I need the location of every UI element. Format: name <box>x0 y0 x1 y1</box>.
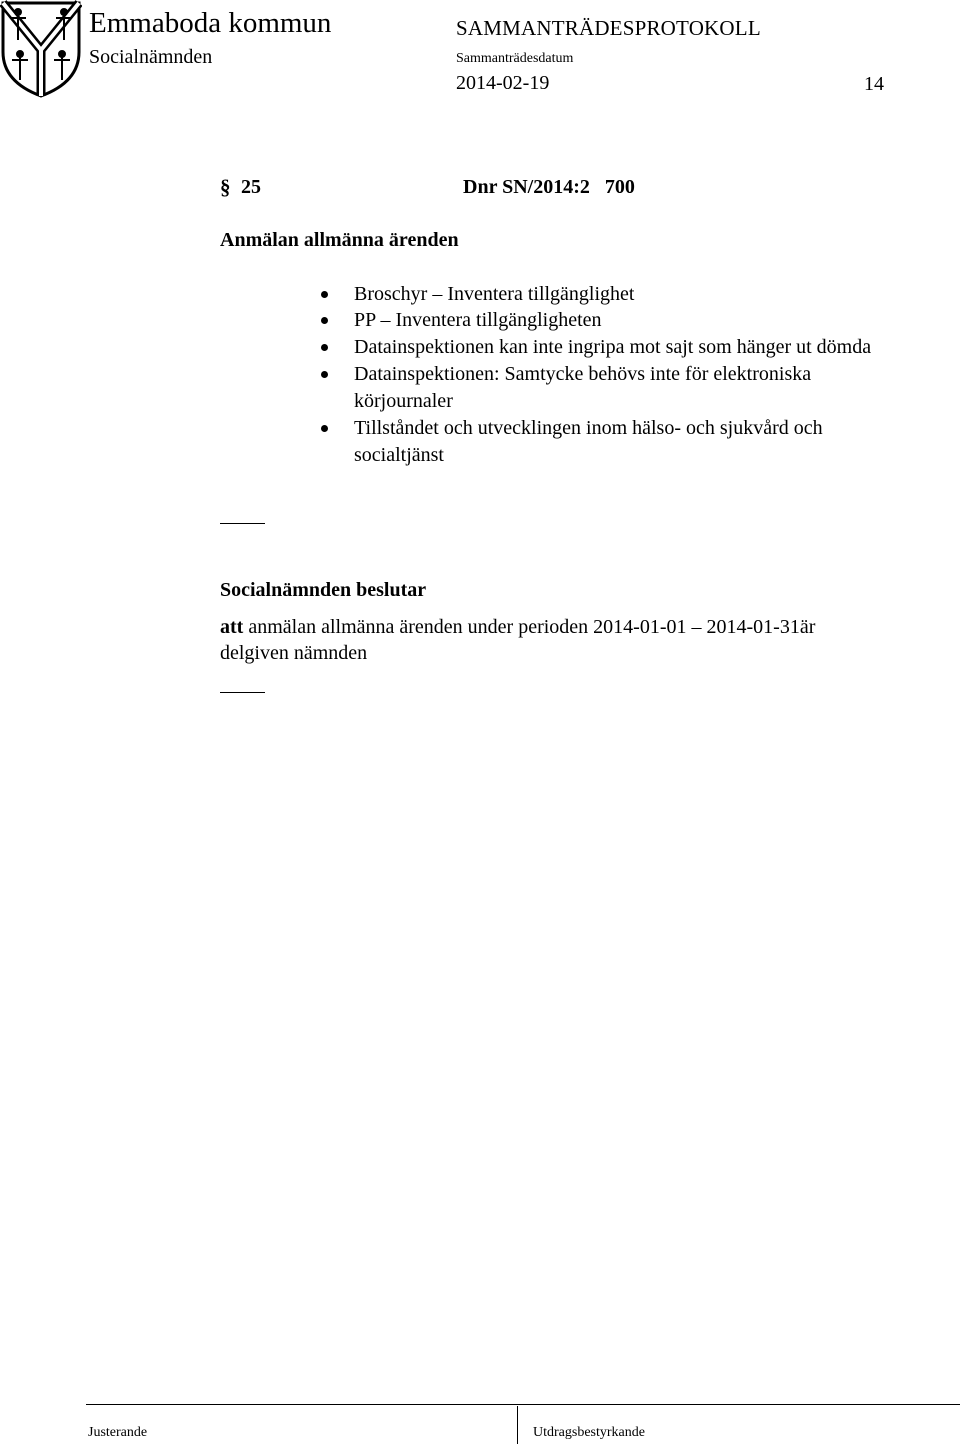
footer-justerande-label: Justerande <box>88 1425 148 1440</box>
committee-name: Socialnämnden <box>89 46 213 68</box>
decision-text <box>220 614 815 640</box>
list-item: Datainspektionen kan inte ingripa mot sajt som hänger ut dömda <box>354 336 872 358</box>
list-item-continuation: körjournaler <box>354 390 453 412</box>
footer-utdragsbestyrkande-label: Utdragsbestyrkande <box>533 1425 645 1440</box>
section-heading: Anmälan allmänna ärenden <box>220 229 459 251</box>
municipal-coat-of-arms-icon <box>0 0 82 98</box>
footer-rule <box>86 1404 960 1405</box>
bullet-icon <box>321 291 328 298</box>
decision-heading: Socialnämnden beslutar <box>220 579 427 601</box>
footer-separator <box>517 1406 518 1444</box>
section-divider <box>220 523 265 524</box>
decision-text-rest: anmälan allmänna ärenden under perioden 2014-01-01 – 2014-01-31är <box>243 616 816 638</box>
bullet-icon <box>321 317 328 324</box>
section-end-divider <box>220 692 265 693</box>
list-item: Tillståndet och utvecklingen inom hälso- och sjukvård och <box>354 417 823 439</box>
list-item: Broschyr – Inventera tillgänglighet <box>354 283 635 305</box>
list-item-continuation: socialtjänst <box>354 444 444 466</box>
decision-text-continuation: delgiven nämnden <box>220 642 368 664</box>
bullet-icon <box>321 371 328 378</box>
meeting-date-label: Sammanträdesdatum <box>456 51 574 66</box>
document-type: SAMMANTRÄDESPROTOKOLL <box>456 16 761 40</box>
meeting-date: 2014-02-19 <box>456 72 550 94</box>
paragraph-number: 25 <box>241 176 261 198</box>
bullet-icon <box>321 344 328 351</box>
organization-name: Emmaboda kommun <box>89 7 332 39</box>
list-item: Datainspektionen: Samtycke behövs inte för elektroniska <box>354 363 812 385</box>
case-number: Dnr SN/2014:2 700 <box>463 176 635 198</box>
page-number: 14 <box>864 73 884 95</box>
decision-att-keyword: att <box>220 616 244 638</box>
paragraph-sign: § <box>220 175 231 199</box>
list-item: PP – Inventera tillgängligheten <box>354 309 602 331</box>
bullet-icon <box>321 425 328 432</box>
